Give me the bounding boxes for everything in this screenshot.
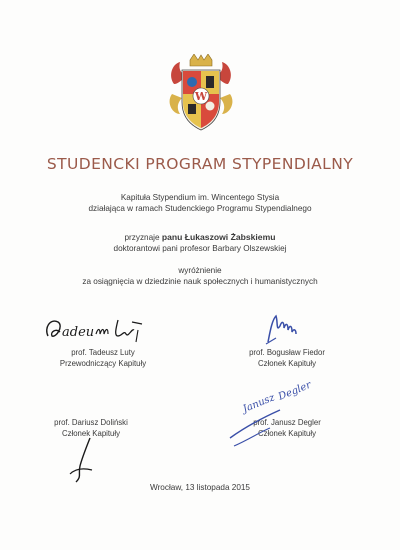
signatory-4-name: prof. Janusz Degler bbox=[253, 418, 321, 427]
signatory-4 bbox=[232, 379, 342, 439]
recipient-line bbox=[0, 232, 400, 243]
svg-text:adeu: adeu bbox=[62, 325, 95, 340]
signatory-3-role: Członek Kapituły bbox=[61, 428, 121, 438]
signatory-3-name: prof. Dariusz Doliński bbox=[54, 418, 128, 427]
crest-letter: W bbox=[194, 90, 208, 103]
signatory-2-role: Członek Kapituły bbox=[257, 358, 317, 368]
issuer-line-2: działająca w ramach Studenckiego Programu Stypendialnego bbox=[88, 204, 312, 213]
signature-2-image bbox=[262, 312, 302, 346]
recipient-line-2: doktorantowi pani profesor Barbary Olszewskiej bbox=[113, 244, 287, 253]
page-title: STUDENCKI PROGRAM STYPENDIALNY bbox=[46, 155, 354, 173]
signature-4-text: Degler bbox=[276, 379, 313, 403]
signatory-1 bbox=[48, 325, 158, 369]
signatory-1-name: prof. Tadeusz Luty bbox=[71, 348, 135, 357]
coat-of-arms-icon bbox=[168, 54, 234, 134]
signature-4-image bbox=[214, 374, 324, 454]
signatory-3 bbox=[36, 418, 146, 439]
issue-date: Wrocław, 13 listopada 2015 bbox=[150, 483, 250, 492]
signatory-4-role: Członek Kapituły bbox=[257, 428, 317, 438]
recipient-prefix: przyznaje bbox=[124, 233, 160, 242]
issuer-line-1: Kapituła Stypendium im. Wincentego Stysia bbox=[120, 193, 280, 202]
recipient-block bbox=[0, 232, 400, 254]
award-block bbox=[0, 265, 400, 287]
award-title: wyróżnienie bbox=[178, 266, 222, 275]
recipient-name: panu Łukaszowi Żabskiemu bbox=[161, 232, 276, 242]
signature-1-image bbox=[42, 314, 152, 346]
signatory-2-name: prof. Bogusław Fiedor bbox=[249, 348, 325, 357]
signatory-2 bbox=[232, 348, 342, 369]
signature-3-image bbox=[62, 436, 102, 486]
signatory-1-role: Przewodniczący Kapituły bbox=[59, 358, 147, 368]
issuer-block bbox=[0, 192, 400, 214]
award-description: za osiągnięcia w dziedzinie nauk społecznych i humanistycznych bbox=[82, 277, 318, 286]
svg-text:Janusz: Janusz bbox=[241, 392, 277, 415]
